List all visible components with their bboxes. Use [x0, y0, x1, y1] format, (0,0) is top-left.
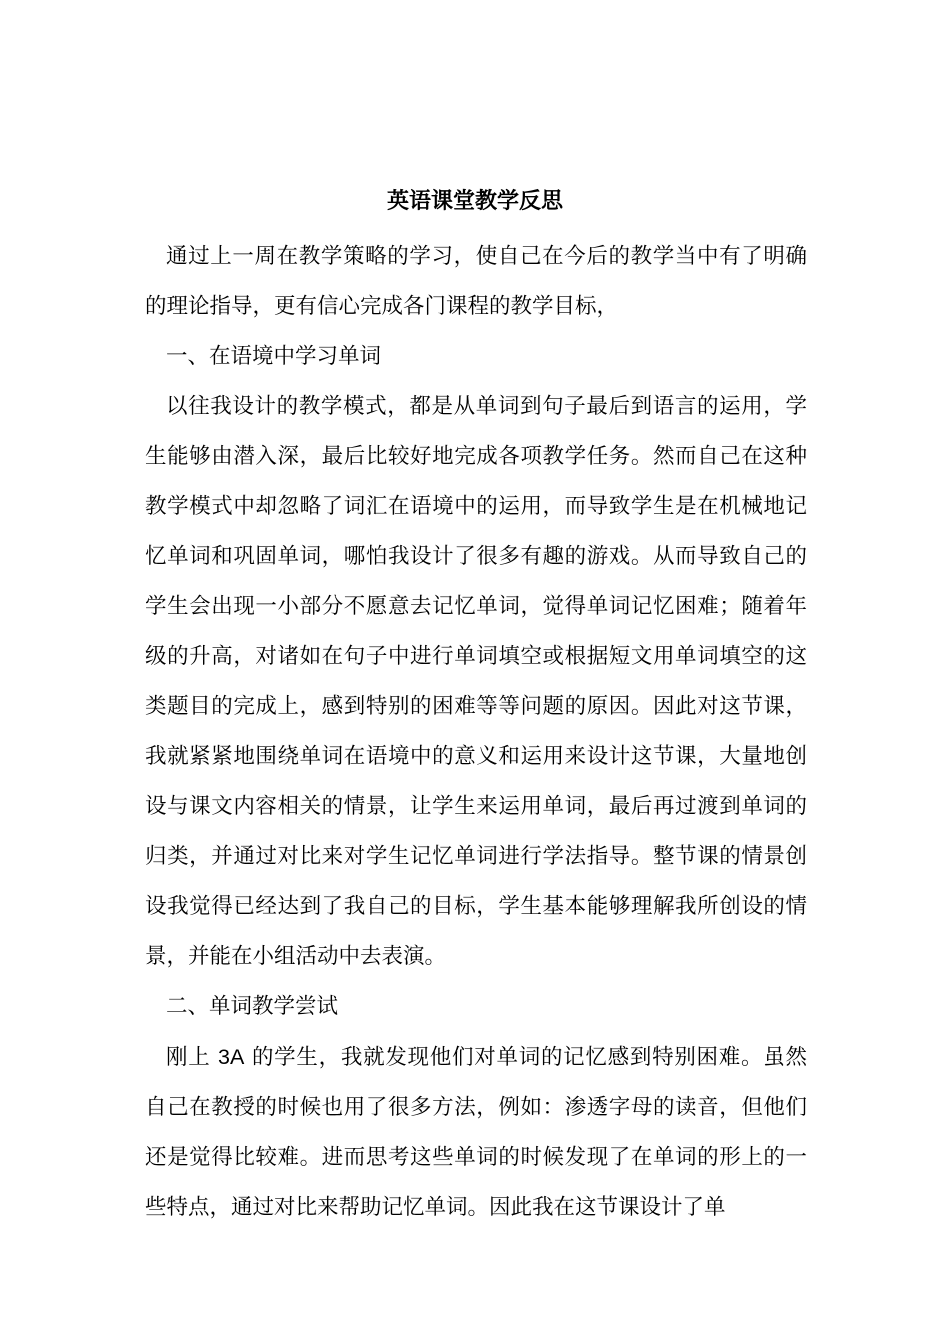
document-title: 英语课堂教学反思: [386, 188, 563, 214]
section-heading-2: 二、单词教学尝试: [166, 994, 339, 1019]
section-heading-1: 一、在语境中学习单词: [166, 344, 382, 369]
document-body: [145, 232, 807, 1233]
section-2-text-rest: 的学生，我就发现他们对单词的记忆感到特别困难。虽然自己在教授的时候也用了很多方法，例如：渗透字母的读音，但他们还是觉得比较难。进而思考这些单词的时候发现了在单词的形上的一些特点，通过对比来帮助记忆单词。因此我在这节课设计了单: [145, 1045, 807, 1220]
section-2-text-start: 刚上: [166, 1045, 211, 1070]
section-2-paragraph: [145, 1032, 807, 1233]
section-1-paragraph: 以往我设计的教学模式，都是从单词到句子最后到语言的运用，学生能够由潜入深，最后比较好地完成各项教学任务。然而自己在这种教学模式中却忽略了词汇在语境中的运用，而导致学生是在机械地记忆单词和巩固单词，哪怕我设计了很多有趣的游戏。从而导致自己的学生会出现一小部分不愿意去记忆单词，觉得单词记忆困难；随着年级的升高，对诸如在句子中进行单词填空或根据短文用单词填空的这类题目的完成上，感到特别的困难等等问题的原因。因此对这节课，我就紧紧地围绕单词在语境中的意义和运用来设计这节课，大量地创设与课文内容相关的情景，让学生来运用单词，最后再过渡到单词的归类，并通过对比来对学生记忆单词进行学法指导。整节课的情景创设我觉得已经达到了我自己的目标，学生基本能够理解我所创设的情景，并能在小组活动中去表演。: [145, 394, 807, 969]
grade-label: 3A: [218, 1045, 245, 1069]
intro-paragraph: 通过上一周在教学策略的学习，使自己在今后的教学当中有了明确的理论指导，更有信心完成各门课程的教学目标，: [145, 244, 807, 319]
